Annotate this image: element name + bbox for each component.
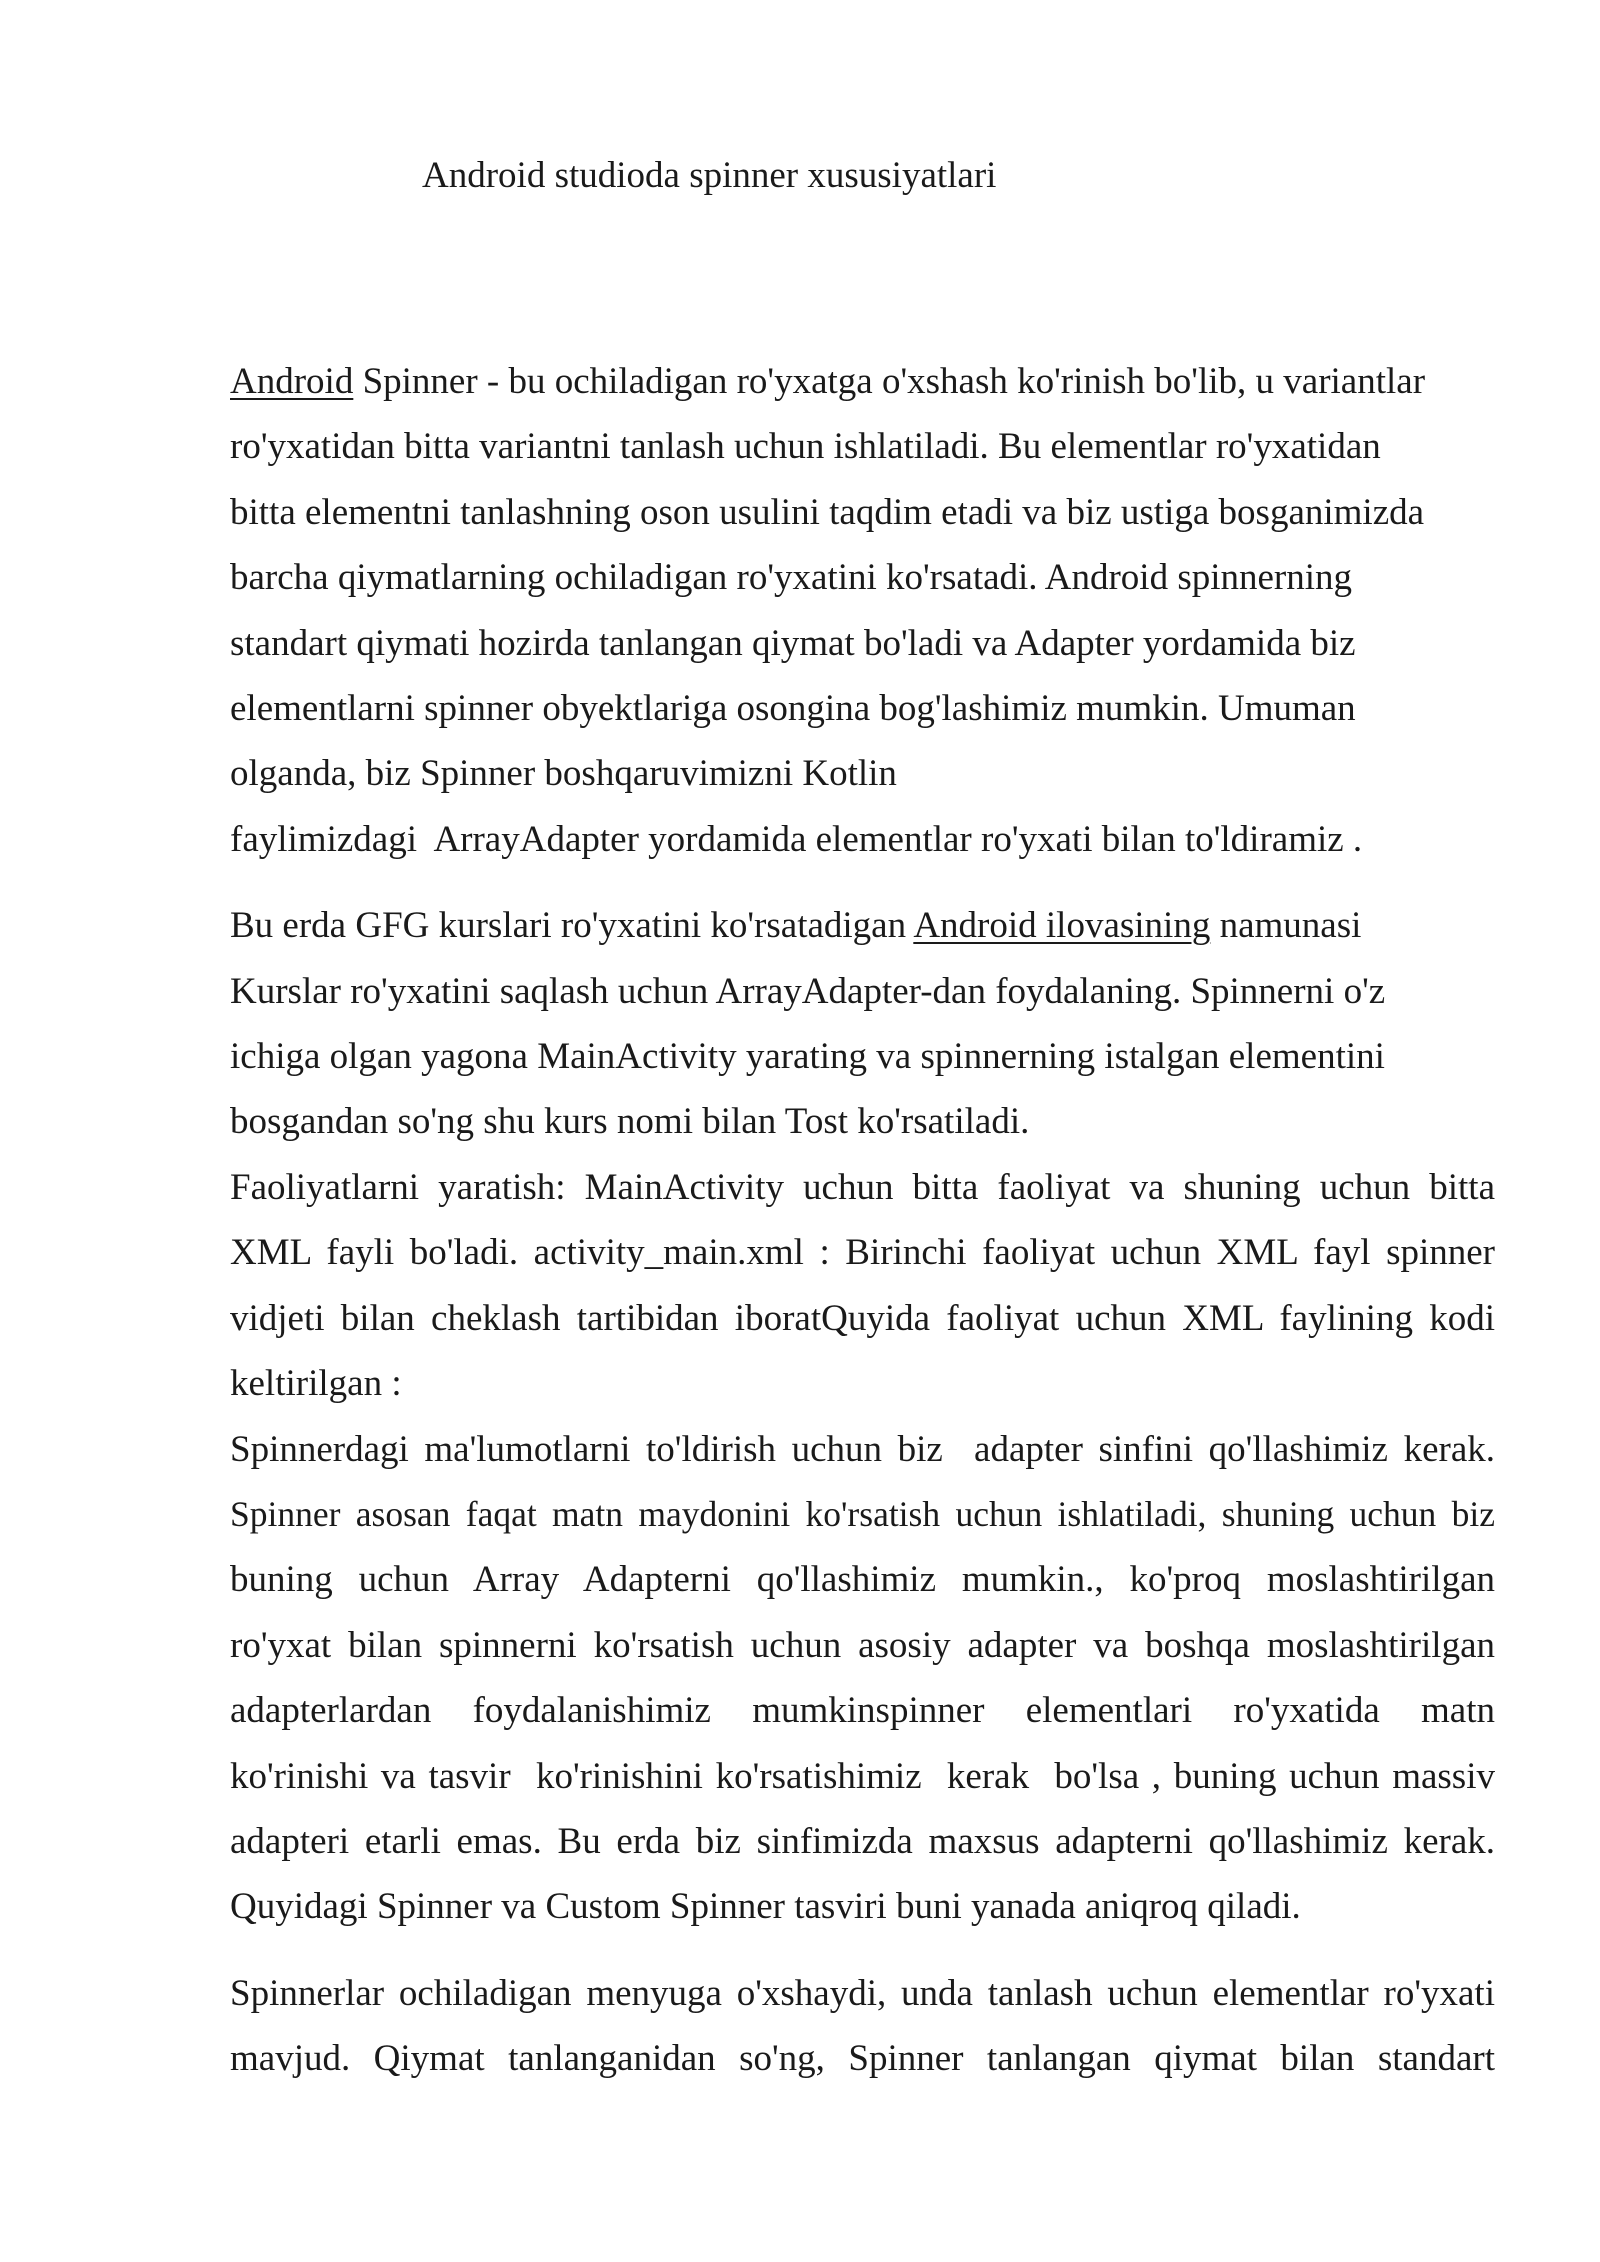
paragraph-line: ro'yxat bilan spinnerni ko'rsatish uchun asosiy adapter va boshqa moslashtirilgan: [230, 1624, 1495, 1666]
paragraph-line: XML fayli bo'ladi. activity_main.xml : Birinchi faoliyat uchun XML fayl spinner: [230, 1232, 1495, 1274]
paragraph-adapters: [230, 1417, 1495, 1940]
paragraph-line: adapterlardan foydalanishimiz mumkinspinner elementlari ro'yxatida matn: [230, 1690, 1495, 1732]
paragraph-line: ko'rinishi va tasvir ko'rinishini ko'rsatishimiz kerak bo'lsa , buning uchun massiv: [230, 1755, 1495, 1797]
line-text: namunasi: [1210, 905, 1362, 947]
paragraph-line: Spinnerdagi ma'lumotlarni to'ldirish uchun biz adapter sinfini qo'llashimiz kerak.: [230, 1428, 1495, 1470]
paragraph-line: [230, 893, 1495, 958]
paragraph-line: adapteri etarli emas. Bu erda biz sinfimizda maxsus adapterni qo'llashimiz kerak.: [230, 1820, 1495, 1862]
paragraph-line: bitta elementni tanlashning oson usulini taqdim etadi va biz ustiga bosganimizda: [230, 491, 1425, 533]
paragraph-line: Spinnerlar ochiladigan menyuga o'xshaydi, unda tanlash uchun elementlar ro'yxati: [230, 1972, 1495, 2014]
paragraph-line: [230, 349, 1495, 414]
document-body: [230, 349, 1495, 2092]
paragraph-line: olganda, biz Spinner boshqaruvimizni Kotlin: [230, 753, 897, 795]
android-link[interactable]: Android: [230, 361, 354, 402]
paragraph-line: bosgandan so'ng shu kurs nomi bilan Tost ko'rsatiladi.: [230, 1101, 1030, 1143]
paragraph-line: Spinner asosan faqat matn maydonini ko'rsatish uchun ishlatiladi, shuning uchun biz: [230, 1493, 1495, 1534]
paragraph-line: Faoliyatlarni yaratish: MainActivity uchun bitta faoliyat va shuning uchun bitta: [230, 1166, 1495, 1208]
paragraph-line: mavjud. Qiymat tanlanganidan so'ng, Spinner tanlangan qiymat bilan standart: [230, 2038, 1495, 2080]
document-title: Android studioda spinner xususiyatlari: [422, 155, 997, 196]
paragraph-example: [230, 893, 1495, 1155]
paragraph-line: buning uchun Array Adapterni qo'llashimiz mumkin., ko'proq moslashtirilgan: [230, 1559, 1495, 1601]
paragraph-line: Quyidagi Spinner va Custom Spinner tasviri buni yanada aniqroq qiladi.: [230, 1886, 1301, 1928]
line-text: Bu erda GFG kurslari ro'yxatini ko'rsatadigan: [230, 905, 914, 947]
paragraph-spinner-menu: [230, 1961, 1495, 2092]
paragraph-line: ichiga olgan yagona MainActivity yarating va spinnerning istalgan elementini: [230, 1036, 1385, 1078]
paragraph-gap: [230, 872, 1495, 893]
line-text: Spinner - bu ochiladigan ro'yxatga o'xshash ko'rinish bo'lib, u variantlar: [353, 361, 1426, 402]
paragraph-intro: [230, 349, 1495, 872]
paragraph-line: elementlarni spinner obyektlariga osongina bog'lashimiz mumkin. Umuman: [230, 688, 1356, 730]
paragraph-line: ro'yxatidan bitta variantni tanlash uchun ishlatiladi. Bu elementlar ro'yxatidan: [230, 426, 1381, 468]
paragraph-line: faylimizdagi ArrayAdapter yordamida elementlar ro'yxati bilan to'ldiramiz .: [230, 818, 1363, 860]
paragraph-line: Kurslar ro'yxatini saqlash uchun ArrayAdapter-dan foydalaning. Spinnerni o'z: [230, 970, 1386, 1012]
paragraph-line: vidjeti bilan cheklash tartibidan iboratQuyida faoliyat uchun XML faylining kodi: [230, 1297, 1495, 1339]
paragraph-line: barcha qiymatlarning ochiladigan ro'yxatini ko'rsatadi. Android spinnerning: [230, 557, 1353, 599]
paragraph-line: standart qiymati hozirda tanlangan qiymat bo'ladi va Adapter yordamida biz: [230, 622, 1356, 664]
android-app-link[interactable]: Android ilovasining: [913, 905, 1211, 947]
paragraph-activities: [230, 1155, 1495, 1417]
paragraph-gap: [230, 1940, 1495, 1961]
paragraph-line: keltirilgan :: [230, 1363, 402, 1405]
